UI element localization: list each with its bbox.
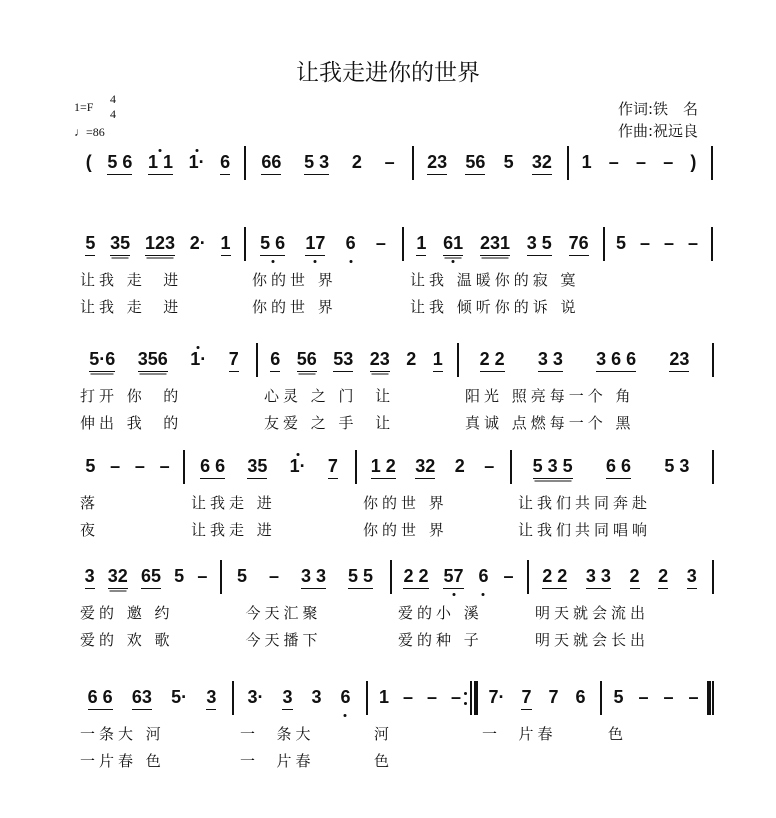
note-group: 56	[465, 152, 485, 175]
lyric-line-2: 一片春 色	[80, 752, 165, 770]
time-signature-bottom: 4	[110, 107, 116, 121]
lyric-line-2: 一 片春	[240, 752, 315, 770]
note-group: 2	[454, 456, 465, 476]
lyricist-credit: 作词:铁 名	[618, 100, 699, 118]
note-group: –	[663, 233, 674, 253]
measure	[600, 683, 712, 713]
lyric-line-1: 打开 你 的	[80, 387, 183, 405]
note-group: 2	[406, 349, 417, 369]
note-group: –	[159, 456, 170, 476]
note-group: 1	[581, 152, 592, 172]
note-group: 6	[270, 349, 280, 372]
lyric-line-1: 一 片春	[482, 725, 557, 743]
barline	[183, 450, 185, 484]
lyric-line-1: 爱的小 溪	[398, 604, 483, 622]
note-group: 6	[340, 687, 351, 707]
note-group: 32	[108, 566, 128, 589]
note-group: –	[687, 233, 698, 253]
note-group: 5 6	[107, 152, 132, 175]
note-group: 2 2	[542, 566, 567, 589]
measure	[232, 683, 366, 713]
lyric-line-2: 爱的种 子	[398, 631, 483, 649]
lyric-line-1: 让我 温暖你的寂 寞	[410, 271, 580, 289]
note-group: 3 3	[301, 566, 326, 589]
tempo-marking: ♩=86	[74, 125, 105, 139]
note-group: 65	[141, 566, 161, 589]
note-group: 5·6	[89, 349, 115, 372]
measure	[457, 345, 712, 375]
measure	[244, 148, 412, 178]
note-group: )	[690, 152, 697, 172]
lyric-line-2: 你的世 界	[363, 521, 448, 539]
measure	[183, 452, 355, 482]
note-group: 32	[415, 456, 435, 479]
note-group: –	[384, 152, 395, 172]
barline	[366, 681, 368, 715]
note-group: 6	[345, 233, 356, 253]
measure	[72, 148, 244, 178]
lyric-line-2: 你的世 界	[252, 298, 337, 316]
measure	[72, 683, 232, 713]
note-group: 6 6	[88, 687, 113, 710]
measure	[567, 148, 711, 178]
note-group: 35	[247, 456, 267, 479]
note-group: 5	[613, 687, 624, 707]
note-group: 5 3	[304, 152, 329, 175]
barline	[712, 560, 714, 594]
lyric-line-2: 爱的 欢 歌	[80, 631, 174, 649]
note-group: 5	[503, 152, 514, 172]
lyric-line-1: 让我们共同奔赴	[518, 494, 652, 512]
note-group: –	[268, 566, 279, 586]
note-group: 7	[548, 687, 559, 707]
lyric-line-2: 夜	[80, 521, 100, 539]
note-group: 6	[478, 566, 489, 586]
song-title: 让我走进你的世界	[296, 60, 480, 86]
composer-credit: 作曲:祝远良	[618, 122, 699, 140]
measure	[72, 229, 244, 259]
note-group: 1	[416, 233, 426, 256]
key-signature: 1=F	[74, 100, 94, 114]
note-group: –	[663, 152, 674, 172]
lyric-line-1: 心灵 之 门 让	[264, 387, 395, 405]
measure	[366, 683, 474, 713]
lyric-line-2: 伸出 我 的	[80, 414, 183, 432]
note-group: 7	[328, 456, 338, 479]
measure	[390, 562, 527, 592]
measure	[244, 229, 402, 259]
note-group: 1·	[289, 456, 306, 476]
note-group: 5 3	[664, 456, 690, 476]
lyric-line-2: 让我们共同唱响	[518, 521, 652, 539]
note-group: –	[688, 687, 699, 707]
note-group: –	[608, 152, 619, 172]
lyric-line-1: 阳光 照亮每一个 角	[465, 387, 635, 405]
note-group: –	[134, 456, 145, 476]
note-group: 2 2	[480, 349, 505, 372]
note-group: –	[638, 687, 649, 707]
note-group: 5 6	[260, 233, 285, 256]
lyric-line-1: 一 条大	[240, 725, 315, 743]
lyric-line-1: 一条大 河	[80, 725, 165, 743]
note-group: 35	[110, 233, 130, 256]
note-group: 3	[687, 566, 697, 589]
measure	[603, 229, 711, 259]
note-group: 2	[658, 566, 668, 589]
barline	[712, 450, 714, 484]
lyric-line-1: 让我走 进	[191, 494, 276, 512]
measure	[402, 229, 603, 259]
note-group: –	[639, 233, 650, 253]
lyric-line-1: 爱的 邀 约	[80, 604, 174, 622]
barline	[711, 227, 713, 261]
barline	[244, 146, 246, 180]
note-group: 5 3 5	[533, 456, 573, 479]
note-group: 231	[480, 233, 510, 256]
note-group: –	[503, 566, 514, 586]
note-group: –	[484, 456, 495, 476]
measure	[527, 562, 712, 592]
note-group: 3 5	[527, 233, 552, 256]
measure	[355, 452, 510, 482]
note-group: 61	[443, 233, 463, 256]
note-group: 3	[206, 687, 216, 710]
measure	[72, 452, 183, 482]
measure	[220, 562, 390, 592]
barline	[510, 450, 512, 484]
time-signature	[110, 92, 116, 122]
note-group: 3 6 6	[596, 349, 636, 372]
note-group: –	[450, 687, 461, 707]
note-group: –	[663, 687, 674, 707]
measure	[510, 452, 712, 482]
note-group: –	[636, 152, 647, 172]
repeat-end-barline	[474, 681, 478, 715]
barline	[412, 146, 414, 180]
lyric-line-2: 明天就会长出	[535, 631, 650, 649]
lyric-line-1: 今天汇聚	[228, 604, 322, 622]
note-group: 23	[669, 349, 689, 372]
note-group: 2 2	[403, 566, 428, 589]
note-group: (	[85, 152, 92, 172]
note-group: 66	[261, 152, 281, 175]
note-group: 7	[229, 349, 239, 372]
note-group: 5	[85, 456, 96, 476]
note-group: 1·	[190, 349, 207, 369]
note-group: 56	[297, 349, 317, 372]
lyric-line-2: 让我 倾听你的诉 说	[410, 298, 580, 316]
lyric-line-1: 明天就会流出	[535, 604, 650, 622]
barline	[220, 560, 222, 594]
final-barline	[707, 681, 711, 715]
note-group: –	[375, 233, 386, 253]
lyric-line-1: 你的世 界	[363, 494, 448, 512]
note-group: 76	[569, 233, 589, 256]
note-group: 1 1	[148, 152, 173, 175]
lyric-line-1: 你的世 界	[252, 271, 337, 289]
measure	[474, 683, 600, 713]
note-group: 6 6	[606, 456, 631, 479]
note-group: 6	[575, 687, 586, 707]
measure	[256, 345, 457, 375]
measure	[72, 562, 220, 592]
note-group: 123	[145, 233, 175, 256]
note-group: 32	[532, 152, 552, 175]
note-group: 1	[433, 349, 443, 372]
lyric-line-2: 今天播下	[228, 631, 322, 649]
note-group: 17	[305, 233, 325, 256]
note-group: 5 5	[348, 566, 373, 589]
note-group: 2·	[189, 233, 206, 253]
note-group: 3 3	[538, 349, 563, 372]
barline	[567, 146, 569, 180]
note-group: 7·	[488, 687, 505, 707]
repeat-thin-line	[470, 681, 472, 715]
lyric-line-1: 河	[374, 725, 394, 743]
note-group: 23	[427, 152, 447, 175]
note-group: –	[110, 456, 121, 476]
barline	[402, 227, 404, 261]
barline	[256, 343, 258, 377]
note-group: 1	[378, 687, 389, 707]
lyric-line-1: 让我 走 进	[80, 271, 183, 289]
barline	[711, 146, 713, 180]
note-group: 5	[236, 566, 247, 586]
note-group: 5	[174, 566, 185, 586]
barline	[712, 681, 714, 715]
barline	[712, 343, 714, 377]
barline	[527, 560, 529, 594]
note-group: 5	[85, 233, 95, 256]
barline	[457, 343, 459, 377]
measure	[412, 148, 567, 178]
note-group: 1	[221, 233, 231, 256]
note-group: 1 2	[371, 456, 396, 479]
lyric-line-2: 色	[374, 752, 394, 770]
lyric-line-1: 落	[80, 494, 100, 512]
note-group: 3 3	[586, 566, 611, 589]
barline	[600, 681, 602, 715]
lyric-line-2: 让我 走 进	[80, 298, 183, 316]
note-group: 63	[132, 687, 152, 710]
lyric-line-2: 友爱 之 手 让	[264, 414, 395, 432]
note-group: 3	[282, 687, 292, 710]
note-group: 57	[443, 566, 463, 589]
repeat-dot	[464, 702, 467, 705]
barline	[355, 450, 357, 484]
note-group: –	[426, 687, 437, 707]
barline	[232, 681, 234, 715]
time-signature-top: 4	[110, 92, 116, 106]
note-group: 5·	[171, 687, 188, 707]
note-group: –	[197, 566, 208, 586]
note-group: 7	[521, 687, 531, 710]
note-group: 53	[333, 349, 353, 372]
note-group: 2	[351, 152, 362, 172]
note-group: 5	[615, 233, 626, 253]
note-group: 6 6	[200, 456, 225, 479]
measure	[72, 345, 256, 375]
lyric-line-1: 色	[608, 725, 628, 743]
barline	[603, 227, 605, 261]
note-group: 2	[630, 566, 640, 589]
note-group: 3	[311, 687, 322, 707]
note-group: –	[402, 687, 413, 707]
note-group: 3·	[247, 687, 264, 707]
barline	[390, 560, 392, 594]
note-group: 356	[138, 349, 168, 372]
lyric-line-2: 真诚 点燃每一个 黑	[465, 414, 635, 432]
lyric-line-2: 让我走 进	[191, 521, 276, 539]
note-group: 23	[370, 349, 390, 372]
note-group: 1·	[188, 152, 205, 172]
barline	[244, 227, 246, 261]
note-group: 3	[85, 566, 95, 589]
note-group: 6	[220, 152, 230, 175]
repeat-dot	[464, 692, 467, 695]
